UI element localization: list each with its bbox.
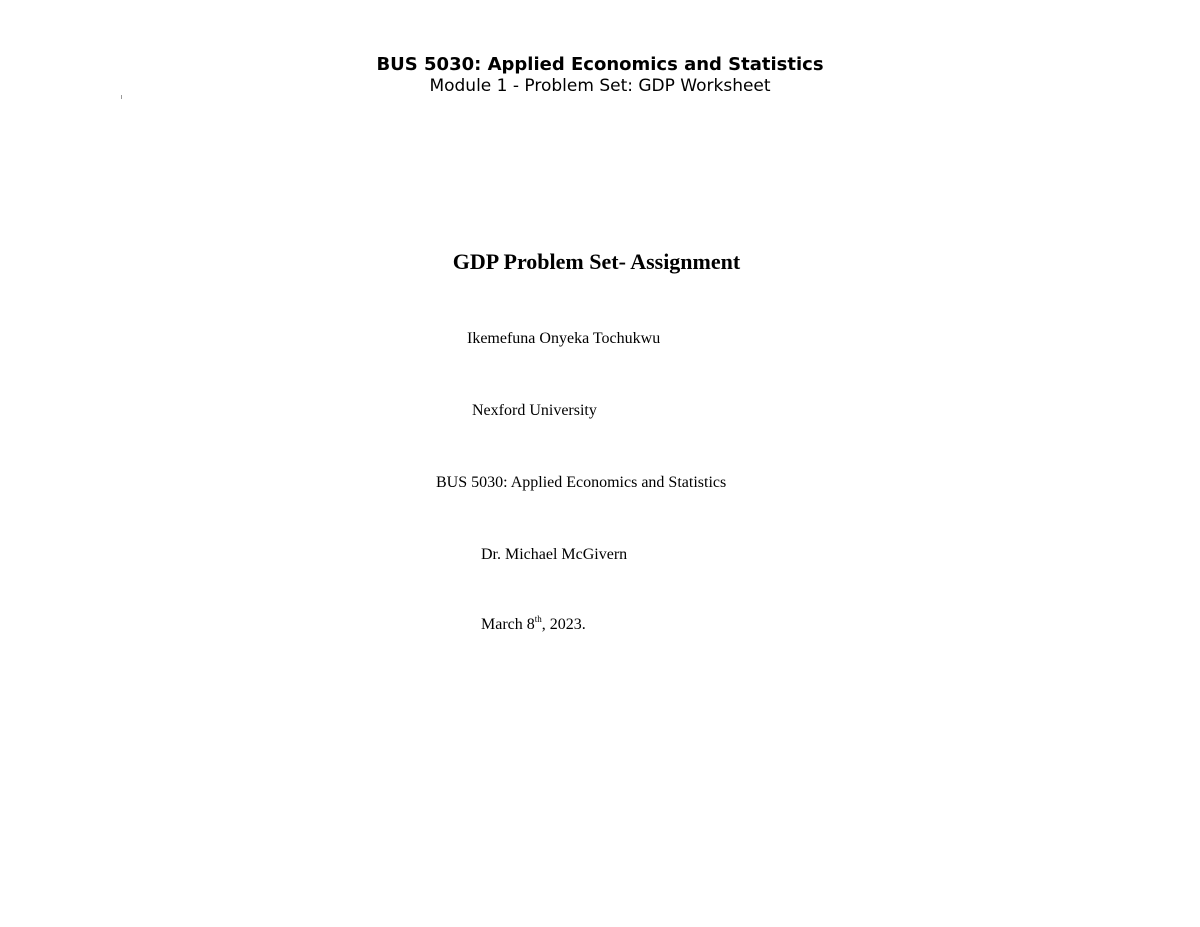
author-name: Ikemefuna Onyeka Tochukwu xyxy=(467,330,661,347)
date-month-day: March 8 xyxy=(481,616,535,633)
document-title: GDP Problem Set- Assignment xyxy=(452,249,741,274)
instructor-name: Dr. Michael McGivern xyxy=(481,546,628,563)
date-ordinal-suffix: th xyxy=(534,614,542,624)
header-title: BUS 5030: Applied Economics and Statistics xyxy=(376,54,824,75)
submission-date xyxy=(481,615,586,635)
margin-mark xyxy=(121,95,122,99)
institution-name: Nexford University xyxy=(472,402,597,419)
date-year: , 2023. xyxy=(541,616,586,633)
header-subtitle: Module 1 - Problem Set: GDP Worksheet xyxy=(429,76,771,96)
course-name: BUS 5030: Applied Economics and Statistics xyxy=(436,474,727,491)
